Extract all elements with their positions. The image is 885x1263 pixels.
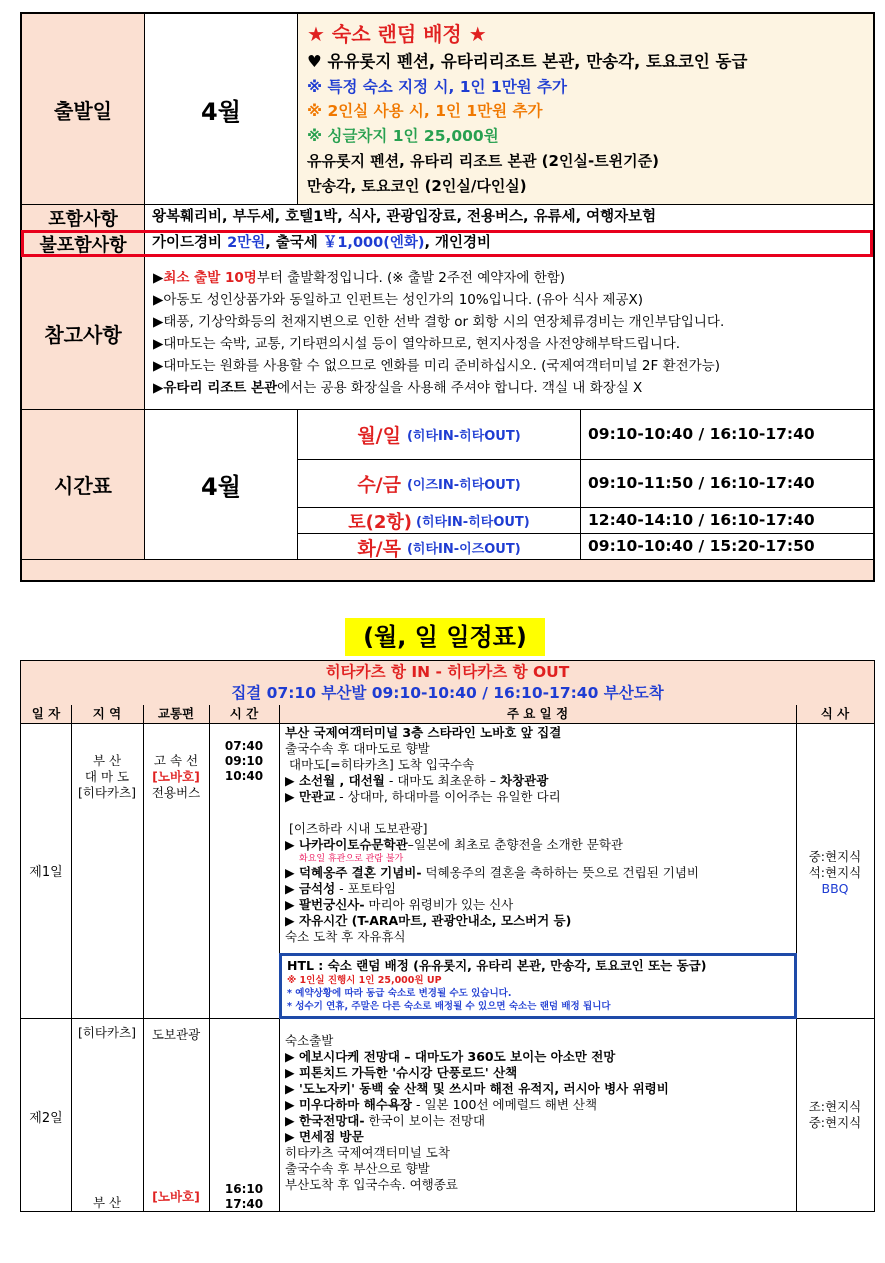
day1-item-arrive: 대마도[=히타카츠] 도착 입국수속 <box>289 757 475 772</box>
day2-item-korea-view: ▶ 한국전망대- 한국이 보이는 전망대 <box>285 1113 486 1128</box>
note-line-4: ▶대마도는 숙박, 교통, 기타편의시설 등이 열악하므로, 현지사정을 사전양해부탁드립니다. <box>153 336 681 352</box>
notes-label: 참고사항 <box>22 257 145 410</box>
excluded-guide: 가이드경비 <box>152 235 228 251</box>
timetable-month: 4월 <box>145 410 298 560</box>
day1-item-castle: ▶ 금석성 - 포토타임 <box>285 881 396 896</box>
day1-region: 부 산 대 마 도 [히타카츠] <box>77 753 137 800</box>
day1-transport: 고 속 선 [노바호] 전용버스 <box>151 753 201 800</box>
day2-item-return: 출국수속 후 부산으로 향발 <box>285 1161 430 1176</box>
notes-text <box>145 257 873 410</box>
hotel-list: ♥ 유유롯지 펜션, 유타리리조트 본관, 만송각, 토요코인 동급 <box>307 52 748 71</box>
excluded-label: 불포함사항 <box>22 231 145 257</box>
timetable-row-3-day: 토(2항) (히타IN-히타OUT) <box>298 508 581 534</box>
excluded-guide-amount: 2만원 <box>227 235 266 251</box>
header-day: 일 자 <box>31 706 61 721</box>
day2-item-dutyfree: ▶ 면세점 방문 <box>285 1129 364 1144</box>
header-meal: 식 사 <box>820 706 850 721</box>
day1-item-rest: 숙소 도착 후 자유휴식 <box>285 929 406 944</box>
day1-item-freetime: ▶ 자유시간 (T-ARA마트, 관광안내소, 모스버거 등) <box>285 913 572 928</box>
day2-itinerary <box>285 1033 790 1193</box>
note-specific-hotel: ※ 특정 숙소 지정 시, 1인 1만원 추가 <box>307 78 567 96</box>
day1-item-bridge: ▶ 만관교 - 상대마, 하대마를 이어주는 유일한 다리 <box>285 789 561 804</box>
day1-item-museum: ▶ 나카라이토슈문학관–일본에 최초로 춘향전을 소개한 문학관 <box>285 837 623 852</box>
timetable-row-2-day: 수/금 (이즈IN-히타OUT) <box>298 460 581 508</box>
header-main: 주 요 일 정 <box>506 706 569 721</box>
hotel-info-line-3: * 예약상황에 따라 동급 숙소로 변경될 수도 있습니다. <box>287 988 512 999</box>
day2-item-arrive: 부산도착 후 입국수속. 여행종료 <box>285 1177 458 1192</box>
note-line-6: ▶유타리 리조트 본관에서는 공용 화장실을 사용해 주셔야 합니다. 객실 내 화장실 X <box>153 380 643 396</box>
tour-info-table <box>20 12 875 582</box>
day2-transport-ferry: [노바호] <box>152 1189 200 1204</box>
hotel-info-box <box>279 953 797 1019</box>
day2-label: 제2일 <box>29 1111 63 1126</box>
excluded-text <box>145 231 873 257</box>
timetable-row-4-times: 09:10-10:40 / 15:20-17:50 <box>588 537 815 555</box>
day2-meals: 조:현지식 중:현지식 <box>808 1099 862 1130</box>
day1-item-canal: ▶ 소선월 , 대선월 - 대마도 최초운하 – 차창관광 <box>285 773 549 788</box>
day2-item-depart: 숙소출발 <box>285 1033 334 1048</box>
day2-item-tonosaki: ▶ '도노자키' 동백 숲 산책 및 쓰시마 해전 유적지, 러시아 병사 위령비 <box>285 1081 669 1096</box>
timetable-row-1-day: 월/일 (히타IN-히타OUT) <box>298 410 581 460</box>
day2-times: 16:10 17:40 <box>224 1182 264 1211</box>
header-region: 지 역 <box>92 706 122 721</box>
schedule-table <box>20 660 875 1212</box>
note-line-5: ▶대마도는 원화를 사용할 수 없으므로 엔화를 미리 준비하십시오. (국제여객터미널 2F 환전가능) <box>153 358 720 374</box>
day2-item-terminal: 히타카츠 국제여객터미널 도착 <box>285 1145 450 1160</box>
day1-label: 제1일 <box>29 865 63 880</box>
departure-details <box>298 14 873 205</box>
day1-item-depart: 출국수속 후 대마도로 향발 <box>285 741 430 756</box>
timetable-row-3-times: 12:40-14:10 / 16:10-17:40 <box>581 508 873 534</box>
hotel-info-line-2: ※ 1인실 진행시 1인 25,000원 UP <box>287 975 442 986</box>
day2-region-start: [히타카츠] <box>77 1025 137 1040</box>
note-line-1: ▶최소 출발 10명부터 출발확정입니다. (※ 출발 2주전 예약자에 한함) <box>153 270 566 286</box>
day1-item-shrine: ▶ 팔번궁신사- 마리아 위령비가 있는 신사 <box>285 897 514 912</box>
hotel-info-line-1: HTL : 숙소 랜덤 배정 (유유롯지, 유타리 본관, 만송각, 토요코인 또는 동급) <box>287 958 707 973</box>
day1-meals: 중:현지식 석:현지식 BBQ <box>808 849 862 896</box>
schedule-title: (월, 일 일정표) <box>345 618 545 656</box>
included-label: 포함사항 <box>22 205 145 231</box>
timetable-rows <box>298 410 873 560</box>
day2-transport-walk: 도보관광 <box>151 1027 201 1042</box>
day1-item-monument: ▶ 덕혜옹주 결혼 기념비- 덕혜옹주의 결혼을 축하하는 뜻으로 건립된 기념비 <box>285 865 699 880</box>
timetable-label: 시간표 <box>22 410 145 560</box>
excluded-tax: , 출국세 <box>265 235 323 251</box>
day2-item-maple-road: ▶ 피톤치드 가득한 '슈시강 단풍로드' 산책 <box>285 1065 518 1080</box>
note-line-2: ▶아동도 성인상품가와 동일하고 인펀트는 성인가의 10%입니다. (유아 식사 제공X) <box>153 292 644 308</box>
header-time: 시 간 <box>229 706 259 721</box>
included-text: 왕복훼리비, 부두세, 호텔1박, 식사, 관광입장료, 전용버스, 유류세, 여행자보험 <box>145 205 873 231</box>
timetable-row-1-times: 09:10-10:40 / 16:10-17:40 <box>581 410 873 460</box>
departure-label: 출발일 <box>22 14 145 205</box>
random-hotel-title: ★ 숙소 랜덤 배정 ★ <box>307 22 487 46</box>
schedule-meet: 집결 07:10 부산발 09:10-10:40 / 16:10-17:40 부산도착 <box>231 684 664 702</box>
schedule-banner <box>21 661 874 706</box>
note-twin-room: ※ 2인실 사용 시, 1인 1만원 추가 <box>307 102 543 120</box>
room-type-2: 만송각, 토요코인 (2인실/다인실) <box>307 177 527 195</box>
hotel-info-line-4: * 성수기 연휴, 주말은 다른 숙소로 배정될 수 있으면 숙소는 랜덤 배정 됩니다 <box>287 1001 611 1012</box>
day1-itinerary <box>285 725 790 945</box>
day1-item-meet: 부산 국제여객터미널 3층 스타라인 노바호 앞 집결 <box>285 725 562 740</box>
schedule-route: 히타카츠 항 IN - 히타카츠 항 OUT <box>325 663 570 681</box>
departure-month: 4월 <box>145 14 298 205</box>
excluded-tax-amount: ￥1,000(엔화) <box>322 235 425 251</box>
schedule-header-row <box>21 705 874 724</box>
timetable-row-2-times: 09:10-11:50 / 16:10-17:40 <box>581 460 873 508</box>
day1-item-museum-note: 화요일 휴관으로 관람 불가 <box>299 854 404 864</box>
room-type-1: 유유롯지 펜션, 유타리 리조트 본관 (2인실-트윈기준) <box>307 152 659 170</box>
note-single-charge: ※ 싱글차지 1인 25,000원 <box>307 127 499 145</box>
day1-times: 07:40 09:10 10:40 <box>224 739 264 783</box>
day2-region-end: 부 산 <box>92 1195 122 1210</box>
header-transport: 교통편 <box>157 706 195 721</box>
top-table-footer <box>22 560 873 580</box>
day2-item-observatory: ▶ 에보시다케 전망대 – 대마도가 360도 보이는 아소만 전망 <box>285 1049 616 1064</box>
day2-item-beach: ▶ 미우다하마 해수욕장 - 일본 100선 에메럴드 해변 산책 <box>285 1097 598 1112</box>
excluded-personal: , 개인경비 <box>424 235 492 251</box>
note-line-3: ▶태풍, 기상악화등의 천재지변으로 인한 선박 결항 or 회항 시의 연장체류경비는 개인부담입니다. <box>153 314 725 330</box>
timetable-row-4-day: 화/목 (히타IN-이즈OUT) <box>298 534 581 560</box>
day1-item-izuhara: [이즈하라 시내 도보관광] <box>289 821 428 836</box>
